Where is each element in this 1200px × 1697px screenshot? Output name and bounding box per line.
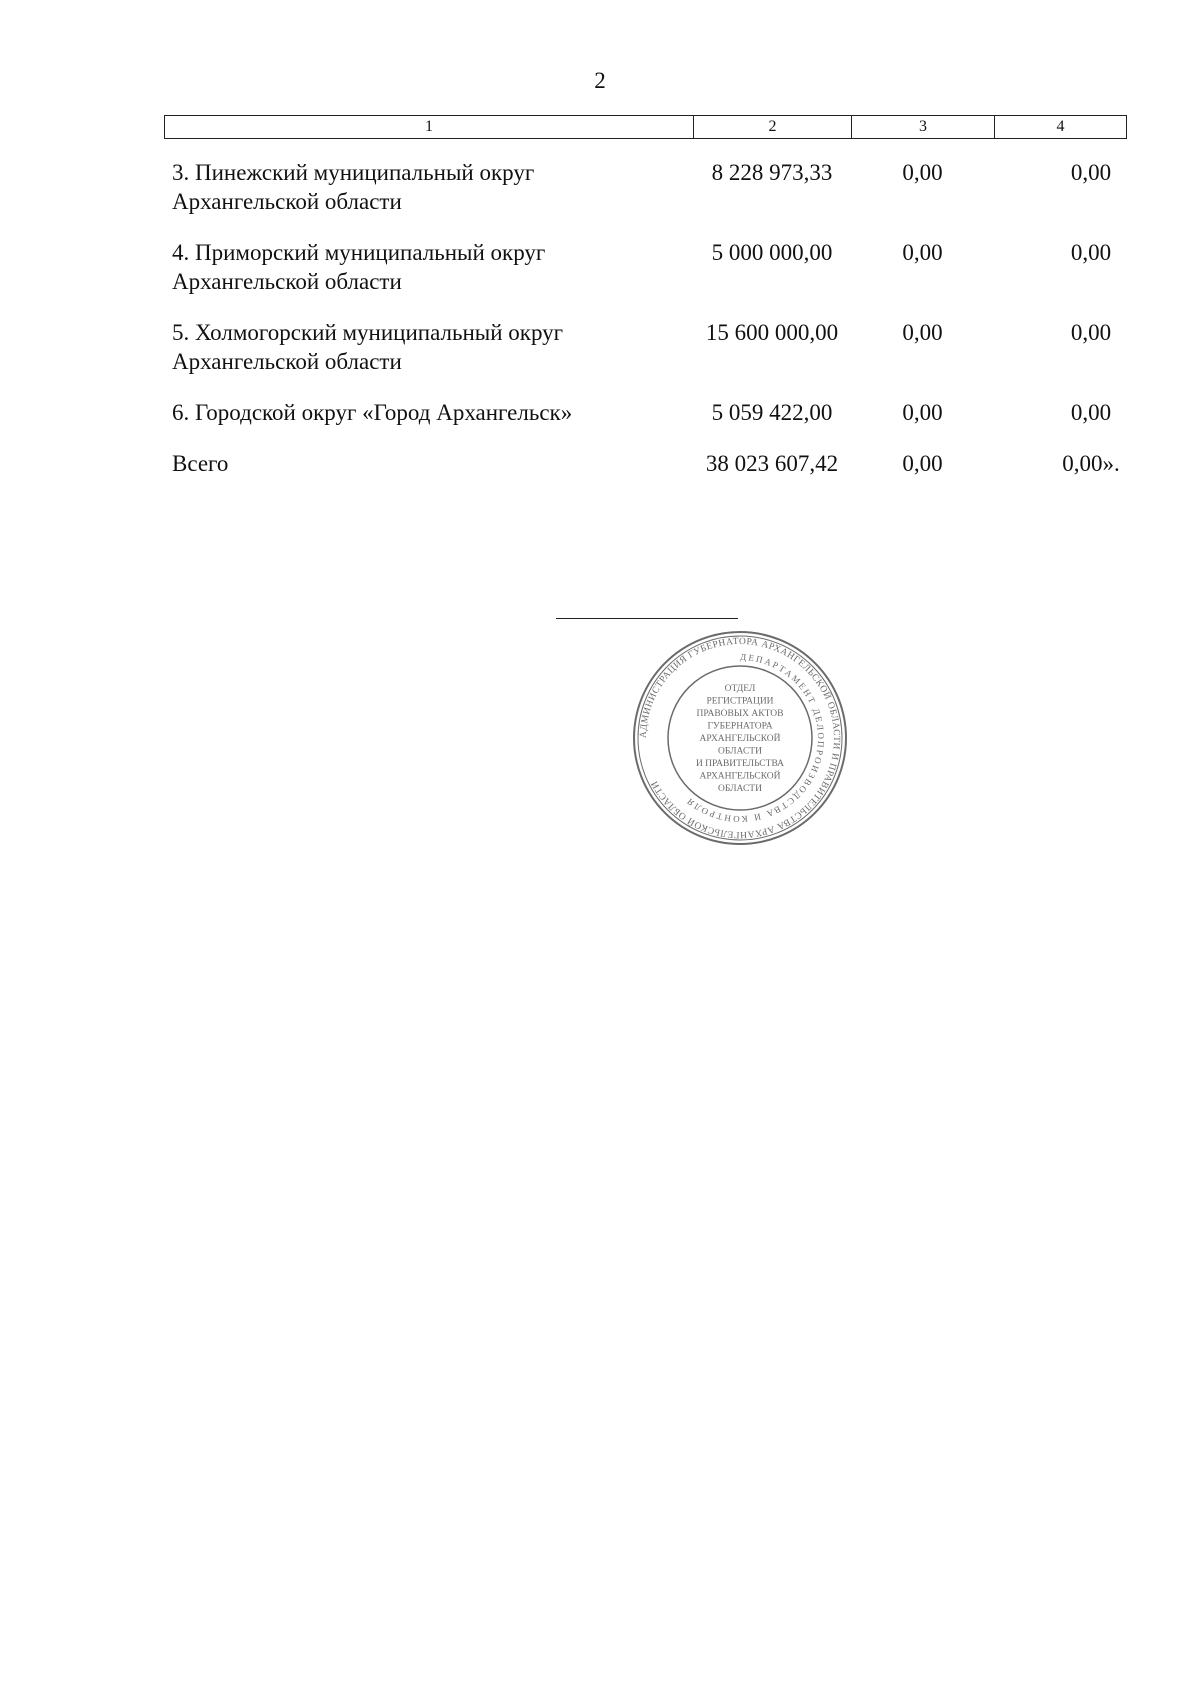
- stamp-center-line: ОБЛАСТИ: [718, 784, 762, 794]
- stamp-center-line: ОТДЕЛ: [724, 684, 756, 694]
- amount-col-3: 0,00: [902, 160, 943, 185]
- stamp-center-line: ОБЛАСТИ: [718, 746, 762, 757]
- municipality-name: [164, 318, 693, 398]
- stamp-center-line: ПРАВОВЫХ АКТОВ: [696, 709, 784, 719]
- name-line-1: 6. Городской округ «Город Архангельск»: [172, 400, 573, 425]
- table-row: [164, 318, 1126, 398]
- header-col-1: 1: [165, 116, 694, 139]
- table-row: [164, 158, 1126, 238]
- stamp-center-line: АРХАНГЕЛЬСКОЙ: [699, 771, 781, 782]
- stamp-inner-ring-text: ДЕПАРТАМЕНТ ДЕЛОПРОИЗВОДСТВА И КОНТРОЛЯ: [683, 651, 827, 825]
- amount-col-2: 5 000 000,00: [711, 240, 833, 265]
- total-col-4: 0,00».: [1062, 451, 1120, 476]
- amount-col-2: 5 059 422,00: [711, 400, 833, 425]
- name-line-2: Архангельской области: [172, 349, 402, 374]
- amount-col-3: 0,00: [902, 240, 943, 265]
- header-col-3: 3: [852, 116, 995, 139]
- table-row: [164, 398, 1126, 449]
- amount-col-3: 0,00: [902, 400, 943, 425]
- total-label: Всего: [172, 451, 229, 476]
- amount-col-4: 0,00: [1070, 160, 1112, 185]
- name-line-1: 5. Холмогорский муниципальный округ: [172, 320, 564, 345]
- amount-col-3: 0,00: [902, 320, 943, 345]
- page-number: 2: [594, 68, 606, 93]
- header-col-2: 2: [694, 116, 852, 139]
- stamp-ring-text: АДМИНИСТРАЦИЯ ГУБЕРНАТОРА АРХАНГЕЛЬСКОЙ ОБЛАСТИ И ПРАВИТЕЛЬСТВА АРХАНГЕЛЬСКОЙ ОБЛАСТИ: [638, 636, 842, 840]
- municipality-name: [164, 238, 693, 318]
- amount-col-4: 0,00: [1070, 400, 1112, 425]
- allocation-table: [164, 158, 1126, 478]
- municipality-name: [164, 398, 693, 449]
- stamp-center-line: И ПРАВИТЕЛЬСТВА: [695, 759, 785, 769]
- amount-col-2: 8 228 973,33: [711, 160, 833, 185]
- total-col-2: 38 023 607,42: [705, 451, 839, 476]
- name-line-2: Архангельской области: [172, 189, 402, 214]
- end-of-document-rule: [556, 618, 738, 619]
- stamp-center-line: РЕГИСТРАЦИИ: [706, 696, 774, 707]
- total-row: [164, 449, 1126, 478]
- table-row: [164, 238, 1126, 318]
- stamp-center-line: АРХАНГЕЛЬСКОЙ: [699, 734, 781, 744]
- municipality-name: [164, 158, 693, 238]
- stamp-center-line: ГУБЕРНАТОРА: [707, 721, 773, 732]
- header-col-4: 4: [995, 116, 1127, 139]
- stamp-center-text: [696, 684, 784, 794]
- column-number-header: [164, 115, 1127, 139]
- name-line-1: 4. Приморский муниципальный округ: [172, 240, 546, 265]
- amount-col-4: 0,00: [1070, 320, 1112, 345]
- amount-col-4: 0,00: [1070, 240, 1112, 265]
- amount-col-2: 15 600 000,00: [705, 320, 839, 345]
- name-line-2: Архангельской области: [172, 269, 402, 294]
- official-seal-stamp: [632, 630, 848, 846]
- name-line-1: 3. Пинежский муниципальный округ: [172, 160, 535, 185]
- total-col-3: 0,00: [902, 451, 943, 476]
